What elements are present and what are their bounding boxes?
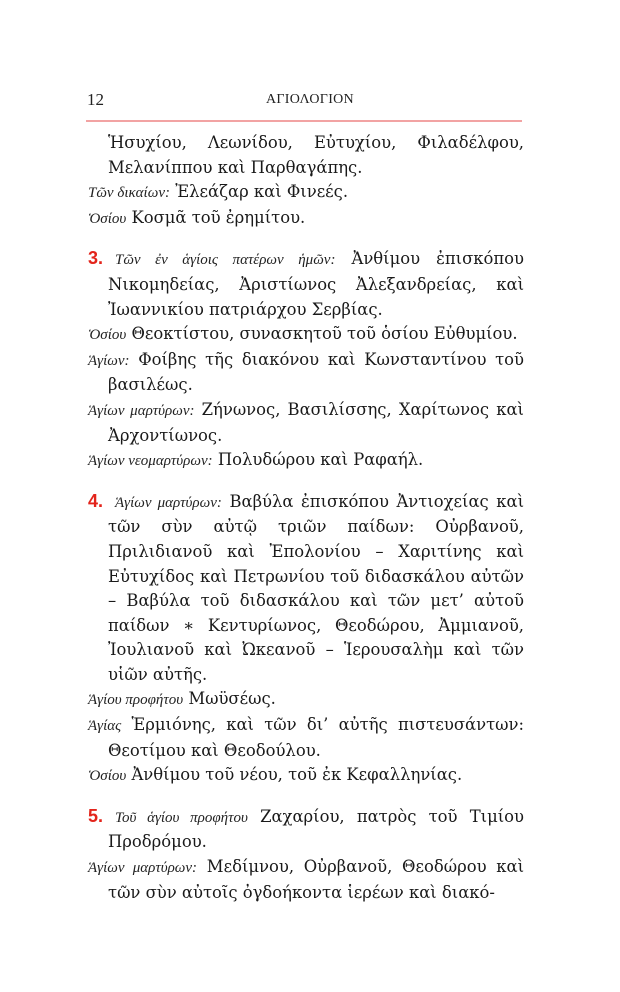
running-title: ΑΓΙΟΛΟΓΙΟΝ (266, 92, 354, 107)
entry-text: Βαβύλα ἐπισκόπου Ἀντιοχείας καὶ τῶν σὺν αὐτῷ τριῶν παίδων: Οὐρβανοῦ, Πριλιδιανοῦ καὶ Ἐπολονίου – Χαριτίνης καὶ Εὐτυχίδος καὶ Πετρωνίου τοῦ διδασκάλου αὐτῶν – Βαβύλα τοῦ διδασκάλου καὶ τῶν μετ’ αὐτοῦ παίδων ∗ Κεντυρίωνος, Θεοδώρου, Ἀμμιανοῦ, Ἰουλιανοῦ καὶ Ὠκεανοῦ – Ἱερουσαλὴμ καὶ τῶν υἱῶν αὐτῆς. (108, 491, 525, 684)
entry (88, 763, 524, 789)
entry (88, 687, 524, 713)
day-5-first-entry (88, 804, 524, 855)
continuation-line-2: Μελανίππου καὶ Παρθαγάπης. (108, 157, 363, 177)
entry-text: Θεοκτίστου, συνασκητοῦ τοῦ ὁσίου Εὐθυμίου. (131, 324, 518, 344)
entry-text: Μεδίμνου, Οὐρβανοῦ, Θεοδώρου καὶ τῶν σὺν αὐτοῖς ὀγδοήκοντα ἱερέων καὶ διακό- (108, 857, 525, 902)
day-number: 3. (88, 248, 104, 269)
section-gap (88, 789, 524, 804)
entry-text: Ζαχαρίου, πατρὸς τοῦ Τιμίου Προδρόμου. (108, 806, 524, 852)
continuation-line-1: Ἡσυχίου, Λεωνίδου, Εὐτυχίου, Φιλαδέλφου, (108, 133, 524, 152)
day-4-first-entry (88, 489, 524, 688)
entry-text: Ἀνθίμου τοῦ νέου, τοῦ ἐκ Κεφαλληνίας. (131, 765, 463, 785)
entry-text: Ἀνθίμου ἐπισκόπου Νικομηδείας, Ἀριστίωνος Ἀλεξανδρείας, καὶ Ἰωαννικίου πατριάρχου Σερβίας. (108, 249, 524, 319)
day-3-first-entry (88, 246, 524, 322)
entry (88, 398, 524, 448)
entry-text: Ἑρμιόνης, καὶ τῶν δι’ αὐτῆς πιστευσάντων: Θεοτίμου καὶ Θεοδούλου. (108, 715, 524, 760)
day-number: 4. (88, 490, 104, 511)
entry (88, 348, 524, 398)
entry-label: Ὁσίου (88, 327, 127, 344)
section-gap (88, 231, 524, 246)
entry-label: Ἁγίων μαρτύρων: (88, 860, 198, 877)
entry (88, 180, 524, 206)
continuation-text (88, 131, 524, 180)
entry-label: Ἁγίας (88, 718, 122, 735)
day-number: 5. (88, 805, 104, 826)
entry-label: Ὁσίου (88, 210, 127, 227)
page-body (88, 131, 524, 905)
entry (88, 206, 524, 232)
entry-text: Πολυδώρου καὶ Ραφαήλ. (217, 450, 424, 470)
entry-label: Ἁγίων μαρτύρων: (88, 402, 195, 419)
entry-label: Τῶν ἐν ἁγίοις πατέρων ἡμῶν: (115, 252, 336, 269)
entry-label: Ὁσίου (88, 768, 127, 785)
header-rule (86, 120, 522, 122)
entry (88, 448, 524, 474)
section-gap (88, 474, 524, 489)
entry (88, 713, 524, 763)
entry-label: Τοῦ ἁγίου προφήτου (115, 809, 248, 826)
entry-text: Μωϋσέως. (188, 689, 276, 709)
entry-text: Ζήνωνος, Βασιλίσσης, Χαρίτωνος καὶ Ἀρχοντίωνος. (108, 399, 524, 445)
entry (88, 322, 524, 348)
entry (88, 855, 524, 905)
entry-text: Φοίβης τῆς διακόνου καὶ Κωνσταντίνου τοῦ βασιλέως. (108, 349, 524, 395)
entry-label: Ἁγίων μαρτύρων: (115, 494, 222, 511)
entry-label: Ἁγίων: (88, 352, 130, 369)
entry-text: Κοσμᾶ τοῦ ἐρημίτου. (131, 207, 306, 227)
page-number: 12 (87, 90, 104, 109)
entry-text: Ἐλεάζαρ καὶ Φινεές. (175, 182, 349, 202)
entry-label: Τῶν δικαίων: (88, 185, 170, 202)
entry-label: Ἁγίου προφήτου (88, 692, 184, 709)
entry-label: Ἁγίων νεομαρτύρων: (88, 453, 213, 470)
